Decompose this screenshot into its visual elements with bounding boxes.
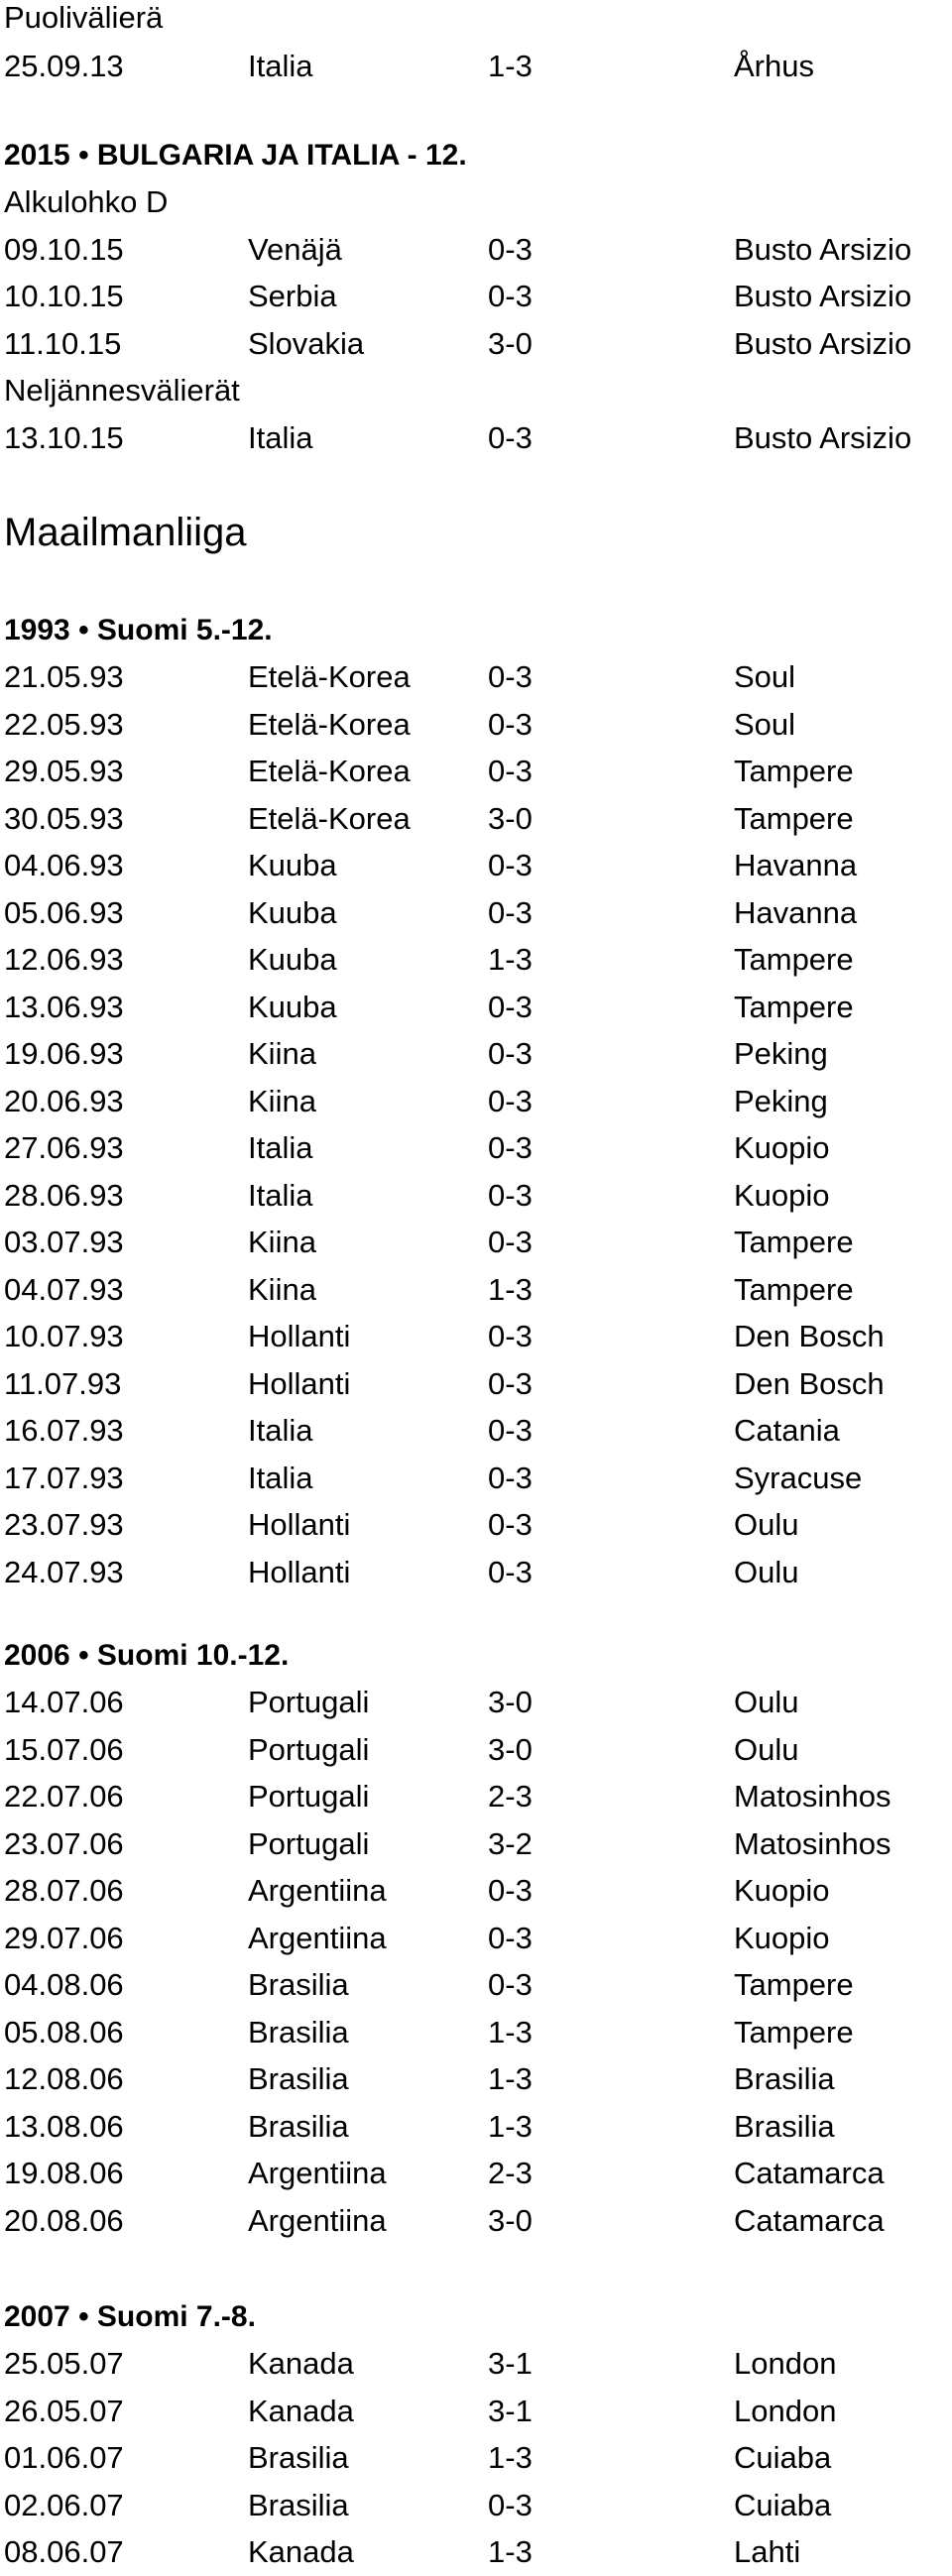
match-score: 3-0 [488, 1731, 533, 1767]
match-row [4, 1509, 946, 1549]
match-opponent: Etelä-Korea [248, 706, 411, 742]
match-opponent: Brasilia [248, 2061, 349, 2096]
match-date: 13.06.93 [4, 989, 124, 1024]
match-place: Soul [734, 659, 796, 694]
match-place: Oulu [734, 1507, 799, 1542]
match-date: 29.07.06 [4, 1920, 124, 1955]
match-score: 1-3 [488, 2440, 533, 2475]
match-opponent: Etelä-Korea [248, 659, 411, 694]
match-score: 0-3 [488, 1365, 533, 1401]
match-date: 26.05.07 [4, 2393, 124, 2428]
match-row [4, 1875, 946, 1915]
match-row [4, 2393, 946, 2435]
match-score: 0-3 [488, 1554, 533, 1589]
match-row [4, 1460, 946, 1502]
match-row [4, 944, 946, 984]
match-date: 11.07.93 [4, 1365, 122, 1401]
match-opponent: Kanada [248, 2393, 354, 2428]
match-score: 1-3 [488, 942, 533, 977]
match-row [4, 2442, 946, 2482]
match-date: 04.06.93 [4, 848, 124, 882]
match-place: Cuiaba [734, 2440, 832, 2475]
match-opponent: Italia [248, 1130, 313, 1165]
match-place: Tampere [734, 2014, 854, 2049]
match-row [4, 1132, 946, 1172]
match-score: 1-3 [488, 2534, 533, 2569]
match-opponent: Brasilia [248, 2014, 349, 2049]
match-date: 01.06.07 [4, 2440, 124, 2475]
match-row [4, 1781, 946, 1820]
match-opponent: Kiina [248, 1271, 316, 1307]
match-opponent: Kiina [248, 1036, 316, 1071]
match-score: 0-3 [488, 1177, 533, 1213]
match-opponent: Kiina [248, 1225, 316, 1259]
match-place: Catania [734, 1413, 840, 1448]
match-place: Cuiaba [734, 2487, 832, 2522]
match-date: 02.06.07 [4, 2487, 124, 2522]
match-score: 0-3 [488, 1967, 533, 2002]
match-score: 0-3 [488, 1036, 533, 1071]
match-score: 3-1 [488, 2346, 533, 2381]
match-date: 11.10.15 [4, 325, 122, 361]
match-date: 27.06.93 [4, 1130, 124, 1165]
match-opponent: Argentiina [248, 2156, 387, 2190]
match-date: 04.07.93 [4, 1271, 124, 1307]
match-place: Tampere [734, 800, 854, 836]
match-row [4, 800, 946, 843]
round-label: Alkulohko D [4, 184, 169, 219]
match-score: 0-3 [488, 848, 533, 882]
match-score: 0-3 [488, 894, 533, 930]
match-date: 12.06.93 [4, 942, 124, 977]
match-opponent: Kanada [248, 2346, 354, 2381]
match-row [4, 2063, 946, 2103]
match-row [4, 1920, 946, 1962]
match-place: Brasilia [734, 2108, 835, 2144]
match-date: 08.06.07 [4, 2534, 124, 2569]
match-opponent: Portugali [248, 1685, 370, 1719]
match-opponent: Italia [248, 49, 313, 83]
match-place: London [734, 2346, 837, 2381]
match-row [4, 2487, 946, 2529]
match-date: 17.07.93 [4, 1460, 124, 1495]
match-row [4, 2158, 946, 2197]
match-score: 0-3 [488, 1873, 533, 1908]
match-row [4, 1177, 946, 1220]
match-date: 28.07.06 [4, 1873, 124, 1908]
match-row [4, 1731, 946, 1774]
match-opponent: Kanada [248, 2534, 354, 2569]
match-score: 3-0 [488, 1685, 533, 1719]
match-opponent: Slovakia [248, 325, 365, 361]
match-date: 21.05.93 [4, 659, 124, 694]
match-place: Tampere [734, 1225, 854, 1259]
match-row [4, 706, 946, 749]
match-place: Oulu [734, 1554, 799, 1589]
match-opponent: Hollanti [248, 1507, 351, 1542]
match-row [4, 1415, 946, 1455]
match-score: 0-3 [488, 279, 533, 313]
match-score: 3-0 [488, 800, 533, 836]
match-score: 3-1 [488, 2393, 533, 2428]
match-opponent: Venäjä [248, 231, 342, 267]
match-score: 0-3 [488, 2487, 533, 2522]
match-place: Busto Arsizio [734, 231, 912, 267]
match-row [4, 1038, 946, 1078]
match-place: Tampere [734, 942, 854, 977]
tournament-title: 1993 • Suomi 5.-12. [4, 614, 273, 646]
match-place: Tampere [734, 989, 854, 1024]
match-place: Peking [734, 1036, 828, 1071]
match-place: Oulu [734, 1685, 799, 1719]
match-place: Tampere [734, 1271, 854, 1307]
match-score: 1-3 [488, 2061, 533, 2096]
match-opponent: Kuuba [248, 942, 337, 977]
match-place: Den Bosch [734, 1365, 885, 1401]
match-row [4, 1969, 946, 2009]
match-score: 0-3 [488, 706, 533, 742]
match-place: Peking [734, 1083, 828, 1118]
match-date: 29.05.93 [4, 754, 124, 788]
match-opponent: Hollanti [248, 1319, 351, 1353]
match-date: 10.07.93 [4, 1319, 124, 1353]
round-label: Neljännesvälierät [4, 373, 240, 408]
match-score: 0-3 [488, 1130, 533, 1165]
match-opponent: Kuuba [248, 848, 337, 882]
match-date: 09.10.15 [4, 231, 124, 267]
match-opponent: Serbia [248, 279, 337, 313]
match-row [4, 1825, 946, 1868]
match-row [4, 51, 946, 90]
match-place: Tampere [734, 1967, 854, 2002]
match-score: 0-3 [488, 1920, 533, 1955]
match-row [4, 281, 946, 320]
match-row [4, 1083, 946, 1125]
match-row [4, 2108, 946, 2151]
match-score: 3-0 [488, 2202, 533, 2238]
match-opponent: Brasilia [248, 2487, 349, 2522]
match-place: Syracuse [734, 1460, 863, 1495]
match-row [4, 2202, 946, 2245]
match-opponent: Etelä-Korea [248, 754, 411, 788]
match-place: Lahti [734, 2534, 801, 2569]
match-row [4, 2014, 946, 2056]
match-place: London [734, 2393, 837, 2428]
match-date: 04.08.06 [4, 1967, 124, 2002]
match-row [4, 325, 946, 368]
match-opponent: Italia [248, 1177, 313, 1213]
match-opponent: Italia [248, 1460, 313, 1495]
match-opponent: Brasilia [248, 2440, 349, 2475]
match-opponent: Kiina [248, 1083, 316, 1118]
match-date: 19.08.06 [4, 2156, 124, 2190]
match-score: 3-2 [488, 1825, 533, 1861]
match-place: Oulu [734, 1731, 799, 1767]
match-row [4, 1227, 946, 1266]
tournament-title: 2007 • Suomi 7.-8. [4, 2300, 256, 2333]
match-row [4, 989, 946, 1031]
match-row [4, 1321, 946, 1360]
match-row [4, 1554, 946, 1596]
match-place: Soul [734, 706, 796, 742]
tournament-title: 2006 • Suomi 10.-12. [4, 1639, 290, 1672]
match-date: 05.06.93 [4, 894, 124, 930]
match-score: 0-3 [488, 754, 533, 788]
match-date: 30.05.93 [4, 800, 124, 836]
match-row [4, 419, 946, 462]
match-row [4, 2348, 946, 2388]
match-place: Århus [734, 49, 814, 83]
tournament-title: 2015 • BULGARIA JA ITALIA - 12. [4, 139, 467, 172]
match-row [4, 1365, 946, 1408]
round-label: Puolivälierä [4, 0, 164, 35]
match-date: 24.07.93 [4, 1554, 124, 1589]
match-row [4, 1271, 946, 1314]
match-place: Havanna [734, 848, 858, 882]
match-place: Havanna [734, 894, 858, 930]
match-score: 0-3 [488, 989, 533, 1024]
match-place: Kuopio [734, 1130, 830, 1165]
match-score: 0-3 [488, 659, 533, 694]
match-date: 23.07.93 [4, 1507, 124, 1542]
match-date: 22.07.06 [4, 1779, 124, 1814]
match-date: 25.09.13 [4, 49, 124, 83]
match-opponent: Italia [248, 1413, 313, 1448]
match-score: 0-3 [488, 231, 533, 267]
match-opponent: Argentiina [248, 2202, 387, 2238]
match-place: Busto Arsizio [734, 419, 912, 455]
match-date: 14.07.06 [4, 1685, 124, 1719]
match-date: 25.05.07 [4, 2346, 124, 2381]
match-row [4, 2536, 946, 2576]
match-date: 23.07.06 [4, 1825, 124, 1861]
match-opponent: Etelä-Korea [248, 800, 411, 836]
match-place: Kuopio [734, 1873, 830, 1908]
league-title: Maailmanliiga [4, 511, 247, 554]
match-place: Catamarca [734, 2156, 885, 2190]
match-opponent: Kuuba [248, 989, 337, 1024]
match-place: Busto Arsizio [734, 279, 912, 313]
match-opponent: Argentiina [248, 1873, 387, 1908]
match-opponent: Argentiina [248, 1920, 387, 1955]
match-score: 0-3 [488, 1319, 533, 1353]
match-date: 16.07.93 [4, 1413, 124, 1448]
match-place: Busto Arsizio [734, 325, 912, 361]
match-score: 2-3 [488, 2156, 533, 2190]
match-score: 0-3 [488, 1083, 533, 1118]
match-date: 05.08.06 [4, 2014, 124, 2049]
match-opponent: Portugali [248, 1779, 370, 1814]
match-row [4, 1687, 946, 1726]
match-opponent: Portugali [248, 1731, 370, 1767]
match-score: 0-3 [488, 1225, 533, 1259]
match-opponent: Hollanti [248, 1365, 351, 1401]
match-row [4, 756, 946, 795]
match-row [4, 850, 946, 889]
match-place: Kuopio [734, 1177, 830, 1213]
match-score: 0-3 [488, 1460, 533, 1495]
match-opponent: Portugali [248, 1825, 370, 1861]
match-date: 10.10.15 [4, 279, 124, 313]
match-date: 19.06.93 [4, 1036, 124, 1071]
match-place: Brasilia [734, 2061, 835, 2096]
match-place: Matosinhos [734, 1779, 892, 1814]
match-opponent: Brasilia [248, 2108, 349, 2144]
match-place: Kuopio [734, 1920, 830, 1955]
match-date: 22.05.93 [4, 706, 124, 742]
match-place: Tampere [734, 754, 854, 788]
match-row [4, 661, 946, 701]
match-score: 0-3 [488, 1507, 533, 1542]
match-score: 2-3 [488, 1779, 533, 1814]
match-opponent: Brasilia [248, 1967, 349, 2002]
match-score: 1-3 [488, 2014, 533, 2049]
match-opponent: Hollanti [248, 1554, 351, 1589]
match-date: 13.10.15 [4, 419, 124, 455]
match-row [4, 231, 946, 274]
match-date: 20.06.93 [4, 1083, 124, 1118]
match-place: Matosinhos [734, 1825, 892, 1861]
match-date: 15.07.06 [4, 1731, 124, 1767]
match-score: 1-3 [488, 49, 533, 83]
match-score: 0-3 [488, 419, 533, 455]
match-score: 1-3 [488, 1271, 533, 1307]
match-score: 3-0 [488, 325, 533, 361]
match-row [4, 894, 946, 937]
match-place: Catamarca [734, 2202, 885, 2238]
match-score: 0-3 [488, 1413, 533, 1448]
match-date: 13.08.06 [4, 2108, 124, 2144]
match-opponent: Kuuba [248, 894, 337, 930]
match-date: 20.08.06 [4, 2202, 124, 2238]
match-date: 28.06.93 [4, 1177, 124, 1213]
match-opponent: Italia [248, 419, 313, 455]
match-place: Den Bosch [734, 1319, 885, 1353]
match-date: 03.07.93 [4, 1225, 124, 1259]
match-score: 1-3 [488, 2108, 533, 2144]
match-date: 12.08.06 [4, 2061, 124, 2096]
